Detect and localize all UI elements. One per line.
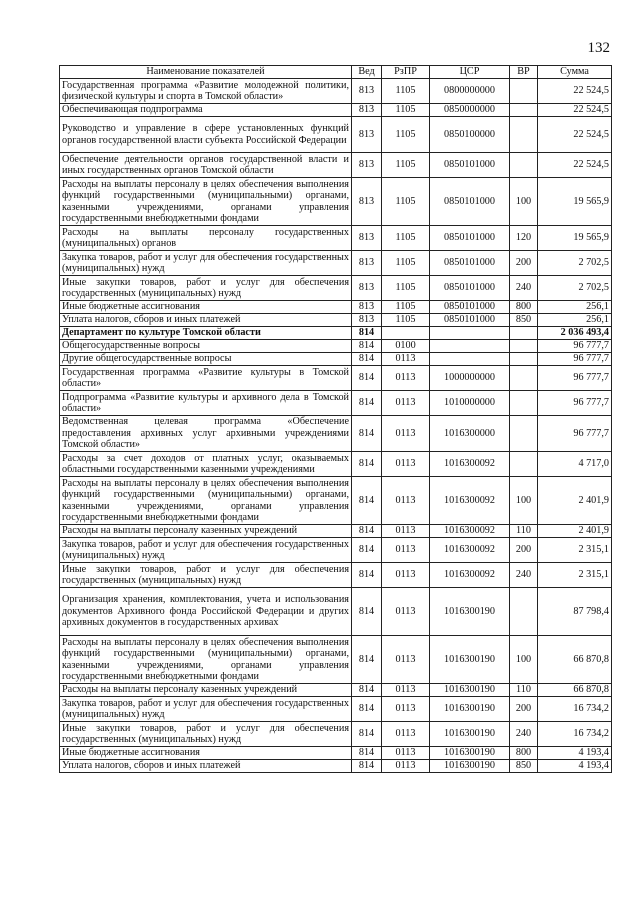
- cell-sum: 22 524,5: [538, 79, 612, 104]
- cell-csr: 0850101000: [430, 226, 510, 251]
- cell-name: Уплата налогов, сборов и иных платежей: [60, 760, 352, 773]
- cell-rzpr: 1105: [382, 178, 430, 226]
- cell-vr: [510, 391, 538, 416]
- cell-vr: [510, 366, 538, 391]
- cell-vr: [510, 353, 538, 366]
- cell-sum: 66 870,8: [538, 636, 612, 684]
- cell-csr: 1016300092: [430, 525, 510, 538]
- cell-name: Закупка товаров, работ и услуг для обеспечения государственных (муниципальных) нужд: [60, 538, 352, 563]
- cell-rzpr: 0113: [382, 525, 430, 538]
- cell-sum: 96 777,7: [538, 353, 612, 366]
- cell-ved: 813: [352, 178, 382, 226]
- cell-name: Государственная программа «Развитие культуры в Томской области»: [60, 366, 352, 391]
- cell-ved: 814: [352, 391, 382, 416]
- cell-sum: 87 798,4: [538, 588, 612, 636]
- cell-sum: 4 193,4: [538, 747, 612, 760]
- table-header-row: [60, 66, 612, 79]
- cell-sum: 16 734,2: [538, 722, 612, 747]
- cell-sum: 2 315,1: [538, 563, 612, 588]
- table-row: [60, 314, 612, 327]
- cell-vr: 200: [510, 697, 538, 722]
- cell-csr: 0850101000: [430, 314, 510, 327]
- cell-vr: 800: [510, 301, 538, 314]
- cell-rzpr: 0113: [382, 477, 430, 525]
- cell-csr: 1000000000: [430, 366, 510, 391]
- table-row: [60, 477, 612, 525]
- cell-vr: [510, 340, 538, 353]
- cell-csr: 1016300190: [430, 588, 510, 636]
- cell-name: Закупка товаров, работ и услуг для обеспечения государственных (муниципальных) нужд: [60, 697, 352, 722]
- cell-rzpr: 0113: [382, 391, 430, 416]
- cell-ved: 814: [352, 525, 382, 538]
- cell-ved: 813: [352, 153, 382, 178]
- table-row: [60, 697, 612, 722]
- cell-name: Руководство и управление в сфере установленных функций органов государственной власти субъекта Российской Федерации: [60, 117, 352, 153]
- table-row: [60, 327, 612, 340]
- cell-name: Иные закупки товаров, работ и услуг для обеспечения государственных (муниципальных) нужд: [60, 276, 352, 301]
- cell-vr: 110: [510, 684, 538, 697]
- cell-rzpr: 1105: [382, 301, 430, 314]
- cell-name: Расходы на выплаты персоналу казенных учреждений: [60, 525, 352, 538]
- cell-ved: 813: [352, 251, 382, 276]
- cell-sum: 4 193,4: [538, 760, 612, 773]
- cell-ved: 813: [352, 276, 382, 301]
- cell-rzpr: 0113: [382, 588, 430, 636]
- cell-ved: 814: [352, 327, 382, 340]
- cell-csr: 1016300092: [430, 538, 510, 563]
- cell-vr: [510, 117, 538, 153]
- header-rzpr: РзПР: [382, 66, 430, 79]
- header-name: Наименование показателей: [60, 66, 352, 79]
- cell-vr: [510, 452, 538, 477]
- cell-vr: [510, 79, 538, 104]
- cell-name: Расходы на выплаты персоналу государственных (муниципальных) органов: [60, 226, 352, 251]
- cell-name: Подпрограмма «Развитие культуры и архивного дела в Томской области»: [60, 391, 352, 416]
- cell-sum: 4 717,0: [538, 452, 612, 477]
- cell-ved: 813: [352, 226, 382, 251]
- cell-sum: 2 315,1: [538, 538, 612, 563]
- cell-vr: 240: [510, 276, 538, 301]
- table-row: [60, 226, 612, 251]
- table-row: [60, 588, 612, 636]
- cell-name: Ведомственная целевая программа «Обеспечение предоставления архивных услуг архивными учреждениями Томской области»: [60, 416, 352, 452]
- cell-name: Общегосударственные вопросы: [60, 340, 352, 353]
- cell-name: Расходы за счет доходов от платных услуг, оказываемых областными государственными казенными учреждениями: [60, 452, 352, 477]
- table-row: [60, 563, 612, 588]
- cell-name: Расходы на выплаты персоналу в целях обеспечения выполнения функций государственными (муниципальными) органами, казенными учреждениями, органами управления государственными внебюджетными фондами: [60, 636, 352, 684]
- cell-name: Расходы на выплаты персоналу в целях обеспечения выполнения функций государственными (муниципальными) органами, казенными учреждениями, органами управления государственными внебюджетными фондами: [60, 477, 352, 525]
- cell-vr: 100: [510, 636, 538, 684]
- cell-csr: 0850101000: [430, 178, 510, 226]
- cell-vr: [510, 153, 538, 178]
- cell-rzpr: 0113: [382, 722, 430, 747]
- table-row: [60, 452, 612, 477]
- cell-vr: 240: [510, 722, 538, 747]
- cell-rzpr: 0113: [382, 684, 430, 697]
- cell-csr: 1016300092: [430, 452, 510, 477]
- table-row: [60, 760, 612, 773]
- cell-csr: 0800000000: [430, 79, 510, 104]
- cell-csr: [430, 340, 510, 353]
- cell-rzpr: 1105: [382, 251, 430, 276]
- cell-name: Иные бюджетные ассигнования: [60, 747, 352, 760]
- cell-sum: 2 702,5: [538, 276, 612, 301]
- cell-vr: 120: [510, 226, 538, 251]
- cell-sum: 96 777,7: [538, 366, 612, 391]
- cell-rzpr: 1105: [382, 314, 430, 327]
- cell-rzpr: 0113: [382, 697, 430, 722]
- cell-csr: [430, 327, 510, 340]
- cell-rzpr: 0113: [382, 563, 430, 588]
- cell-sum: 256,1: [538, 314, 612, 327]
- cell-csr: 1016300190: [430, 722, 510, 747]
- table-row: [60, 684, 612, 697]
- cell-rzpr: 0113: [382, 416, 430, 452]
- cell-ved: 813: [352, 117, 382, 153]
- cell-ved: 814: [352, 353, 382, 366]
- cell-name: Другие общегосударственные вопросы: [60, 353, 352, 366]
- cell-ved: 813: [352, 79, 382, 104]
- cell-vr: 200: [510, 538, 538, 563]
- cell-ved: 814: [352, 477, 382, 525]
- cell-ved: 814: [352, 697, 382, 722]
- header-ved: Вед: [352, 66, 382, 79]
- cell-name: Государственная программа «Развитие молодежной политики, физической культуры и спорта в Томской области»: [60, 79, 352, 104]
- cell-vr: 100: [510, 178, 538, 226]
- cell-csr: 0850101000: [430, 251, 510, 276]
- cell-sum: 19 565,9: [538, 178, 612, 226]
- cell-rzpr: 0100: [382, 340, 430, 353]
- cell-rzpr: 1105: [382, 226, 430, 251]
- cell-rzpr: 0113: [382, 353, 430, 366]
- cell-rzpr: 1105: [382, 276, 430, 301]
- table-row: [60, 301, 612, 314]
- cell-ved: 814: [352, 722, 382, 747]
- cell-ved: 813: [352, 301, 382, 314]
- cell-csr: 0850000000: [430, 104, 510, 117]
- table-row: [60, 353, 612, 366]
- table-row: [60, 340, 612, 353]
- table-body: [60, 79, 612, 773]
- cell-csr: 1016300190: [430, 760, 510, 773]
- cell-vr: 800: [510, 747, 538, 760]
- cell-rzpr: 0113: [382, 452, 430, 477]
- cell-name: Иные закупки товаров, работ и услуг для обеспечения государственных (муниципальных) нужд: [60, 722, 352, 747]
- cell-ved: 814: [352, 416, 382, 452]
- cell-csr: 1016300190: [430, 636, 510, 684]
- cell-ved: 813: [352, 104, 382, 117]
- table-row: [60, 104, 612, 117]
- cell-csr: 1016300190: [430, 747, 510, 760]
- header-csr: ЦСР: [430, 66, 510, 79]
- cell-name: Обеспечение деятельности органов государственной власти и иных государственных органов Томской области: [60, 153, 352, 178]
- table-row: [60, 525, 612, 538]
- cell-sum: 2 036 493,4: [538, 327, 612, 340]
- cell-name: Организация хранения, комплектования, учета и использования документов Архивного фонда Российской Федерации и других архивных документов в государственных архивах: [60, 588, 352, 636]
- table-row: [60, 391, 612, 416]
- cell-csr: 1016300190: [430, 697, 510, 722]
- cell-ved: 814: [352, 452, 382, 477]
- cell-rzpr: 1105: [382, 153, 430, 178]
- cell-rzpr: [382, 327, 430, 340]
- cell-csr: 0850101000: [430, 276, 510, 301]
- cell-rzpr: 0113: [382, 636, 430, 684]
- header-sum: Сумма: [538, 66, 612, 79]
- table-row: [60, 366, 612, 391]
- cell-rzpr: 1105: [382, 79, 430, 104]
- cell-ved: 814: [352, 563, 382, 588]
- cell-vr: [510, 104, 538, 117]
- cell-vr: 850: [510, 314, 538, 327]
- cell-ved: 814: [352, 760, 382, 773]
- cell-ved: 814: [352, 684, 382, 697]
- cell-csr: 1016300000: [430, 416, 510, 452]
- cell-sum: 96 777,7: [538, 340, 612, 353]
- cell-sum: 2 702,5: [538, 251, 612, 276]
- cell-name: Обеспечивающая подпрограмма: [60, 104, 352, 117]
- cell-vr: 110: [510, 525, 538, 538]
- cell-sum: 2 401,9: [538, 477, 612, 525]
- cell-csr: 1016300092: [430, 563, 510, 588]
- cell-csr: 0850101000: [430, 301, 510, 314]
- cell-rzpr: 0113: [382, 747, 430, 760]
- cell-name: Расходы на выплаты персоналу казенных учреждений: [60, 684, 352, 697]
- cell-vr: [510, 327, 538, 340]
- cell-sum: 96 777,7: [538, 391, 612, 416]
- cell-sum: 22 524,5: [538, 117, 612, 153]
- cell-sum: 16 734,2: [538, 697, 612, 722]
- table-row: [60, 79, 612, 104]
- cell-rzpr: 0113: [382, 366, 430, 391]
- table-row: [60, 747, 612, 760]
- cell-vr: 100: [510, 477, 538, 525]
- cell-sum: 19 565,9: [538, 226, 612, 251]
- cell-ved: 814: [352, 366, 382, 391]
- cell-vr: 200: [510, 251, 538, 276]
- cell-ved: 814: [352, 588, 382, 636]
- table-row: [60, 178, 612, 226]
- cell-rzpr: 1105: [382, 117, 430, 153]
- cell-name: Уплата налогов, сборов и иных платежей: [60, 314, 352, 327]
- cell-ved: 814: [352, 538, 382, 563]
- table-row: [60, 251, 612, 276]
- header-vr: ВР: [510, 66, 538, 79]
- cell-name: Расходы на выплаты персоналу в целях обеспечения выполнения функций государственными (муниципальными) органами, казенными учреждениями, органами управления государственными внебюджетными фондами: [60, 178, 352, 226]
- cell-csr: 0850101000: [430, 153, 510, 178]
- cell-rzpr: 0113: [382, 538, 430, 563]
- cell-rzpr: 0113: [382, 760, 430, 773]
- cell-vr: 850: [510, 760, 538, 773]
- cell-vr: [510, 588, 538, 636]
- cell-csr: 0850100000: [430, 117, 510, 153]
- cell-sum: 22 524,5: [538, 104, 612, 117]
- cell-rzpr: 1105: [382, 104, 430, 117]
- cell-name: Департамент по культуре Томской области: [60, 327, 352, 340]
- cell-ved: 814: [352, 340, 382, 353]
- cell-sum: 2 401,9: [538, 525, 612, 538]
- cell-sum: 256,1: [538, 301, 612, 314]
- cell-ved: 814: [352, 747, 382, 760]
- table-row: [60, 117, 612, 153]
- cell-vr: [510, 416, 538, 452]
- table-row: [60, 538, 612, 563]
- cell-vr: 240: [510, 563, 538, 588]
- cell-csr: 1010000000: [430, 391, 510, 416]
- cell-ved: 813: [352, 314, 382, 327]
- cell-name: Закупка товаров, работ и услуг для обеспечения государственных (муниципальных) нужд: [60, 251, 352, 276]
- cell-sum: 66 870,8: [538, 684, 612, 697]
- table-row: [60, 722, 612, 747]
- cell-csr: [430, 353, 510, 366]
- cell-csr: 1016300092: [430, 477, 510, 525]
- page-number: 132: [587, 40, 610, 56]
- cell-sum: 22 524,5: [538, 153, 612, 178]
- cell-ved: 814: [352, 636, 382, 684]
- table-row: [60, 153, 612, 178]
- cell-csr: 1016300190: [430, 684, 510, 697]
- cell-name: Иные закупки товаров, работ и услуг для обеспечения государственных (муниципальных) нужд: [60, 563, 352, 588]
- table-row: [60, 636, 612, 684]
- budget-table: [59, 65, 612, 773]
- cell-sum: 96 777,7: [538, 416, 612, 452]
- table-row: [60, 276, 612, 301]
- cell-name: Иные бюджетные ассигнования: [60, 301, 352, 314]
- table-row: [60, 416, 612, 452]
